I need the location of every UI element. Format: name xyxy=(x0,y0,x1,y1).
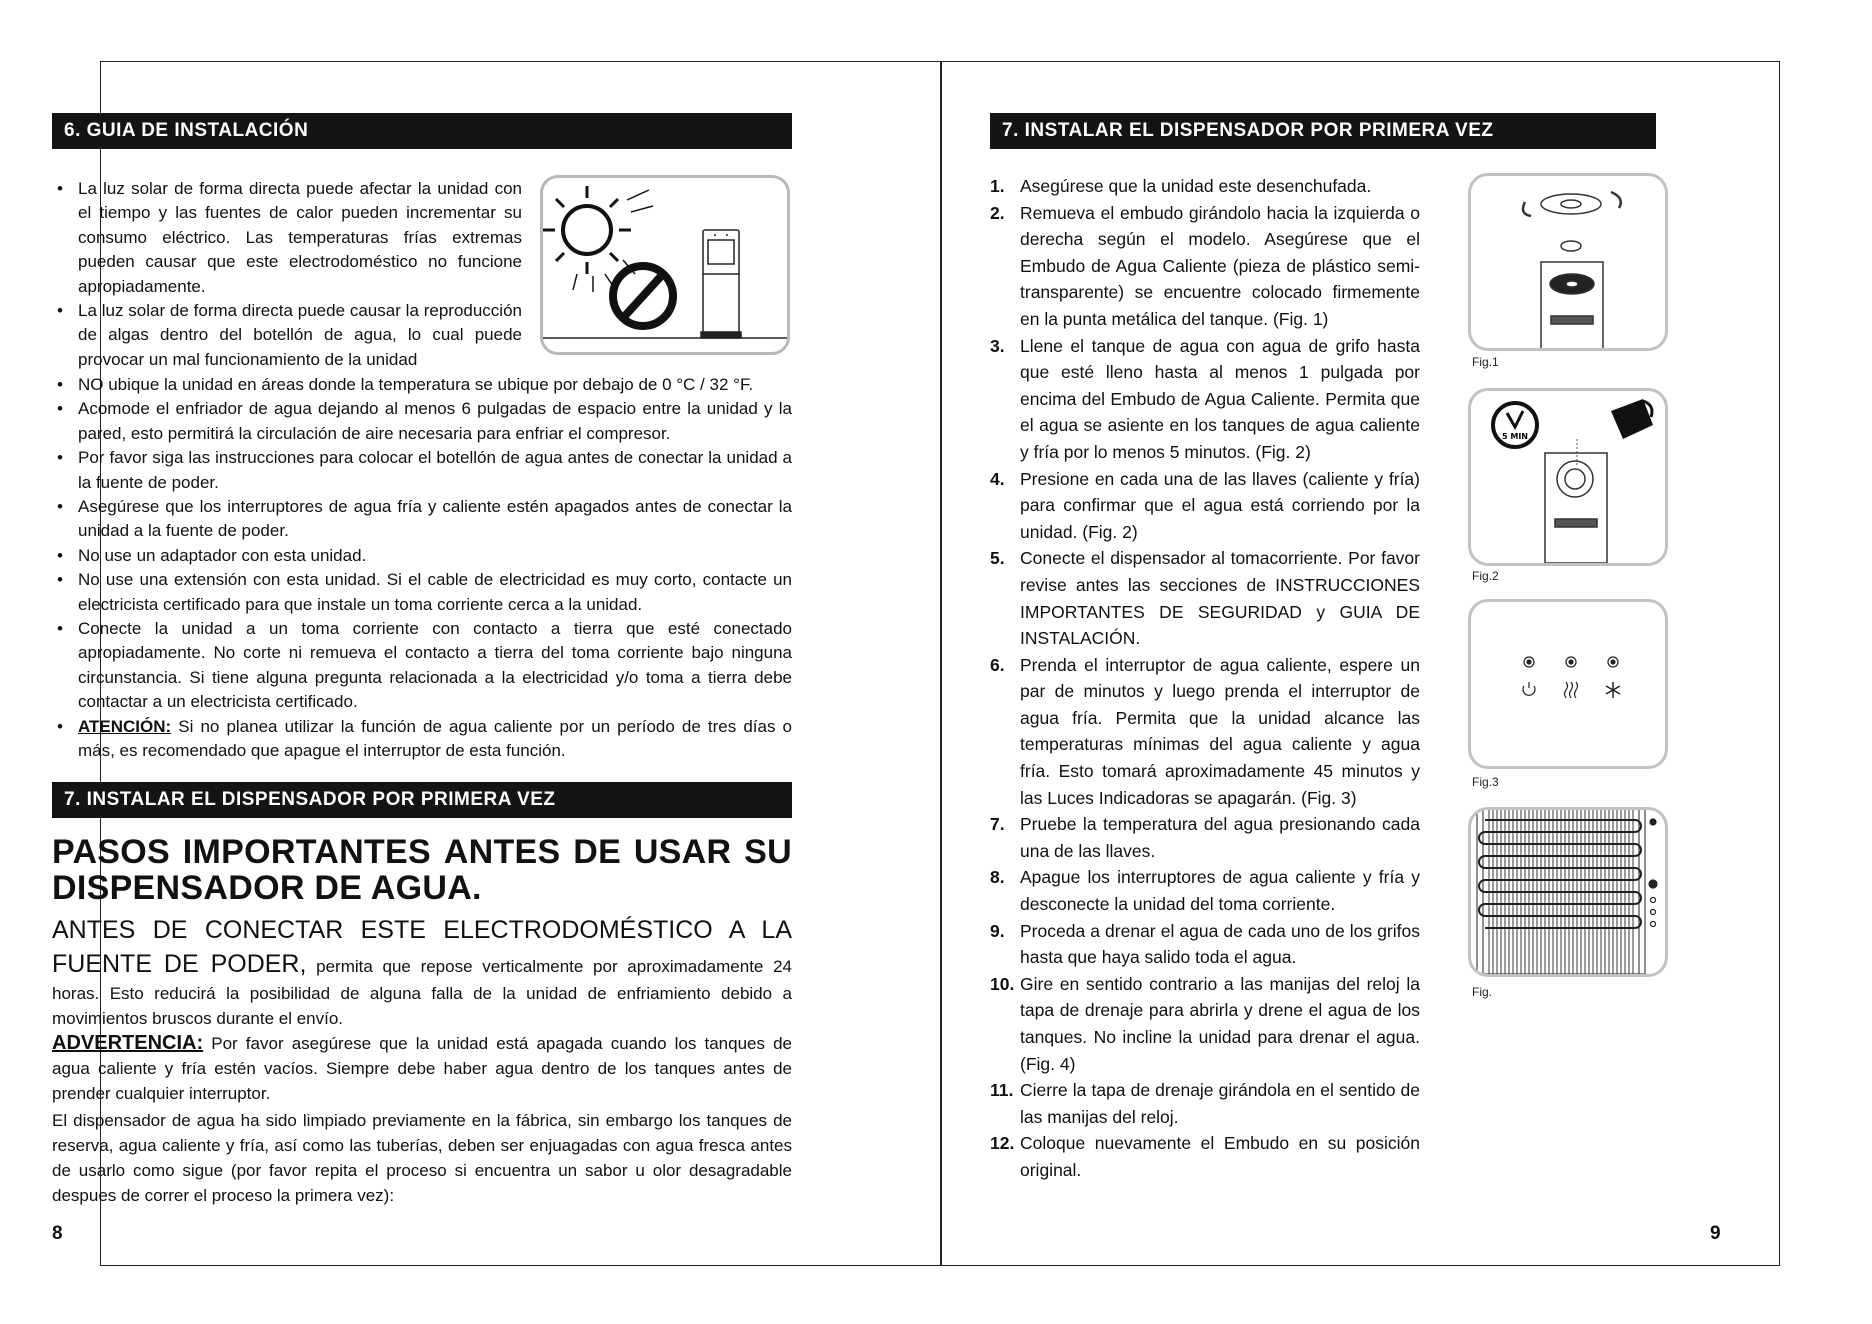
attention-text: Si no planea utilizar la función de agua caliente por un período de tres días o más, es recomendado que apague el interruptor de esta función. xyxy=(78,716,792,761)
figure-4-label: Fig. xyxy=(1472,985,1493,999)
step-item xyxy=(990,333,1420,466)
step-number: 11. xyxy=(990,1080,1014,1101)
figure-1-label: Fig.1 xyxy=(1472,355,1499,369)
drain-cap-icon xyxy=(1649,819,1657,927)
step-number: 8. xyxy=(990,867,1005,888)
step-text: Remueva el embudo girándolo hacia la izquierda o derecha según el modelo. Asegúrese que el Embudo de Agua Caliente (pieza de plástico semi-transparente) se encuentre colocado firmemente en la punta metálica del tanque. (Fig. 1) xyxy=(1020,202,1420,329)
title-word: ANTES xyxy=(443,833,561,871)
bullet-list-top xyxy=(52,177,522,372)
step-item xyxy=(990,811,1420,864)
step-text: Coloque nuevamente el Embudo en su posición original. xyxy=(1020,1133,1420,1180)
step-text: Gire en sentido contrario a las manijas del reloj la tapa de drenaje para abrirla y drene el agua de los tanques. No incline la unidad para drenar el agua. (Fig. 4) xyxy=(1020,973,1420,1074)
warning-text: Por favor asegúrese que la unidad está apagada cuando los tanques de agua caliente y fría estén vacíos. Siempre debe haber agua dentro de los tanques antes de prender cualquier interruptor. xyxy=(52,1034,792,1103)
page-number-right: 9 xyxy=(1710,1223,1721,1244)
step-text: Llene el tanque de agua con agua de grifo hasta que esté lleno hasta al menos 1 pulgada por encima del Embudo de Agua Caliente. Permita que el agua se asiente en los tanques de agua caliente y fría por lo menos 5 minutos. (Fig. 2) xyxy=(1020,335,1420,462)
step-number: 2. xyxy=(990,202,1005,223)
section-6-heading: 6. GUIA DE INSTALACIÓN xyxy=(52,113,792,149)
step-item xyxy=(990,918,1420,971)
setup-steps-list xyxy=(990,173,1420,1184)
step-number: 10. xyxy=(990,973,1015,994)
figure-4-drain-back xyxy=(1468,807,1668,977)
step-item xyxy=(990,466,1420,546)
step-text: Pruebe la temperatura del agua presionando cada una de las llaves. xyxy=(1020,814,1420,861)
page-number-left: 8 xyxy=(52,1223,63,1244)
page-divider xyxy=(940,61,942,1266)
heat-icon xyxy=(1565,682,1578,698)
page-right xyxy=(990,61,1730,1266)
intro-paragraph xyxy=(52,913,792,1031)
timer-5-min-icon xyxy=(1493,403,1537,447)
step-number: 4. xyxy=(990,468,1005,489)
cleaning-paragraph: El dispensador de agua ha sido limpiado previamente en la fábrica, sin embargo los tanques de reserva, agua caliente y fría, así como las tuberías, deben ser enjuagadas con agua fresca antes de usarlo como sigue (por favor repita el proceso si encuentra un sabor u olor desagradable despues de correr el proceso la primera vez): xyxy=(52,1111,792,1205)
step-item xyxy=(990,652,1420,812)
step-item xyxy=(990,545,1420,651)
pitcher-icon xyxy=(1577,399,1653,467)
section-7-heading-left: 7. INSTALAR EL DISPENSADOR POR PRIMERA VEZ xyxy=(52,782,792,818)
bullet-item: • NO ubique la unidad en áreas donde la temperatura se ubique por debajo de 0 °C / 32 °F. xyxy=(52,373,792,397)
step-text: Cierre la tapa de drenaje girándola en el sentido de las manijas del reloj. xyxy=(1020,1080,1420,1127)
dispenser-top-icon xyxy=(1541,262,1603,348)
no-sunlight-illustration xyxy=(540,175,790,355)
bullet-item: • Por favor siga las instrucciones para colocar el botellón de agua antes de conectar la unidad a la fuente de poder. xyxy=(52,446,792,495)
step-item xyxy=(990,864,1420,917)
title-word: DE xyxy=(573,833,622,871)
figure-1-funnel-removal xyxy=(1468,173,1668,351)
intro-lead: ANTES DE CONECTAR ESTE ELECTRODOMÉSTICO A LA FUENTE DE PODER, xyxy=(52,916,792,978)
title-line-2: DISPENSADOR DE AGUA. xyxy=(52,869,482,907)
figure-3-label: Fig.3 xyxy=(1472,775,1499,789)
step-text: Prenda el interruptor de agua caliente, espere un par de minutos y luego prenda el interruptor de agua fría. Permita que la unidad alcance las temperaturas mínimas del agua caliente y agua fría. Esto tomará aproximadamente 45 minutos y las Luces Indicadoras se apagarán. (Fig. 3) xyxy=(1020,654,1420,808)
condenser-coil-icon xyxy=(1477,810,1645,974)
step-text: Asegúrese que la unidad este desenchufada. xyxy=(1020,176,1372,196)
step-number: 6. xyxy=(990,654,1005,675)
step-item xyxy=(990,173,1420,200)
step-number: 3. xyxy=(990,335,1005,356)
figure-3-indicator-lights xyxy=(1468,599,1668,769)
step-number: 5. xyxy=(990,548,1005,569)
bullet-item-attention xyxy=(52,715,792,764)
step-number: 1. xyxy=(990,176,1005,196)
figure-2-fill-water xyxy=(1468,388,1668,566)
step-number: 12. xyxy=(990,1133,1015,1154)
step-item xyxy=(990,1077,1420,1130)
title-line-1 xyxy=(52,834,792,870)
section-7-heading-right: 7. INSTALAR EL DISPENSADOR POR PRIMERA VEZ xyxy=(990,113,1656,149)
step-text: Apague los interruptores de agua caliente y fría y desconecte la unidad del toma corriente. xyxy=(1020,867,1420,915)
bullet-item: • Conecte la unidad a un toma corriente con contacto a tierra que esté conectado apropiadamente. No corte ni remueva el contacto a tierra del toma corriente bajo ninguna circunstancia. Si tiene alguna pregunta relacionada a la electricidad y/o toma a tierra debe contactar a un electricista certificado. xyxy=(52,617,792,715)
step-item xyxy=(990,200,1420,333)
bullet-list-bottom xyxy=(52,373,792,764)
bullet-item: • Asegúrese que los interruptores de agua fría y caliente estén apagados antes de conectar la unidad a la fuente de poder. xyxy=(52,495,792,544)
step-text: Proceda a drenar el agua de cada uno de los grifos hasta que haya salido toda el agua. xyxy=(1020,920,1420,968)
snowflake-icon xyxy=(1606,682,1620,698)
warning-paragraph xyxy=(52,1031,792,1106)
bullet-item: • La luz solar de forma directa puede causar la reproducción de algas dentro del botellón de agua, lo cual puede provocar un mal funcionamiento de la unidad xyxy=(52,299,522,372)
title-word: IMPORTANTES xyxy=(182,833,431,871)
bullet-item: • No use una extensión con esta unidad. Si el cable de electricidad es muy corto, contacte un electricista certificado para que instale un toma corriente cerca a la unidad. xyxy=(52,568,792,617)
important-steps-title xyxy=(52,834,792,906)
title-word: USAR xyxy=(633,833,732,871)
title-word: PASOS xyxy=(52,833,171,871)
power-icon xyxy=(1523,682,1535,695)
step-number: 7. xyxy=(990,814,1005,835)
attention-label: ATENCIÓN: xyxy=(78,716,172,736)
title-word: SU xyxy=(744,833,792,871)
water-cooler-icon xyxy=(701,230,741,338)
prohibited-icon xyxy=(613,266,673,326)
timer-label: 5 MIN xyxy=(1502,432,1528,441)
bullet-item: • Acomode el enfriador de agua dejando al menos 6 pulgadas de espacio entre la unidad y la pared, esto permitirá la circulación de aire necesaria para enfriar el compresor. xyxy=(52,397,792,446)
bullet-item: • No use un adaptador con esta unidad. xyxy=(52,544,792,568)
sun-icon xyxy=(543,186,653,292)
step-text: Presione en cada una de las llaves (caliente y fría) para confirmar que el agua está corriendo por la unidad. (Fig. 2) xyxy=(1020,468,1420,542)
bullet-item: • La luz solar de forma directa puede afectar la unidad con el tiempo y las fuentes de calor pueden incrementar su consumo eléctrico. Las temperaturas frías extremas pueden causar que este electrodoméstico no funcione apropiadamente. xyxy=(52,177,522,299)
page-left xyxy=(52,61,792,1266)
intro-text: permita que repose verticalmente por aproximadamente 24 horas. Esto reducirá la posibilidad de alguna falla de la unidad de enfriamiento debido a movimientos bruscos durante el envío. xyxy=(52,957,792,1028)
step-item xyxy=(990,971,1420,1077)
dispenser-top-icon xyxy=(1545,453,1607,563)
step-text: Conecte el dispensador al tomacorriente. Por favor revise antes las secciones de INSTRUCCIONES IMPORTANTES DE SEGURIDAD y GUIA DE INSTALACIÓN. xyxy=(1020,548,1420,649)
step-number: 9. xyxy=(990,920,1005,941)
warning-label: ADVERTENCIA: xyxy=(52,1032,204,1054)
figure-2-label: Fig.2 xyxy=(1472,569,1499,583)
step-item xyxy=(990,1130,1420,1183)
funnel-icon xyxy=(1523,192,1621,251)
